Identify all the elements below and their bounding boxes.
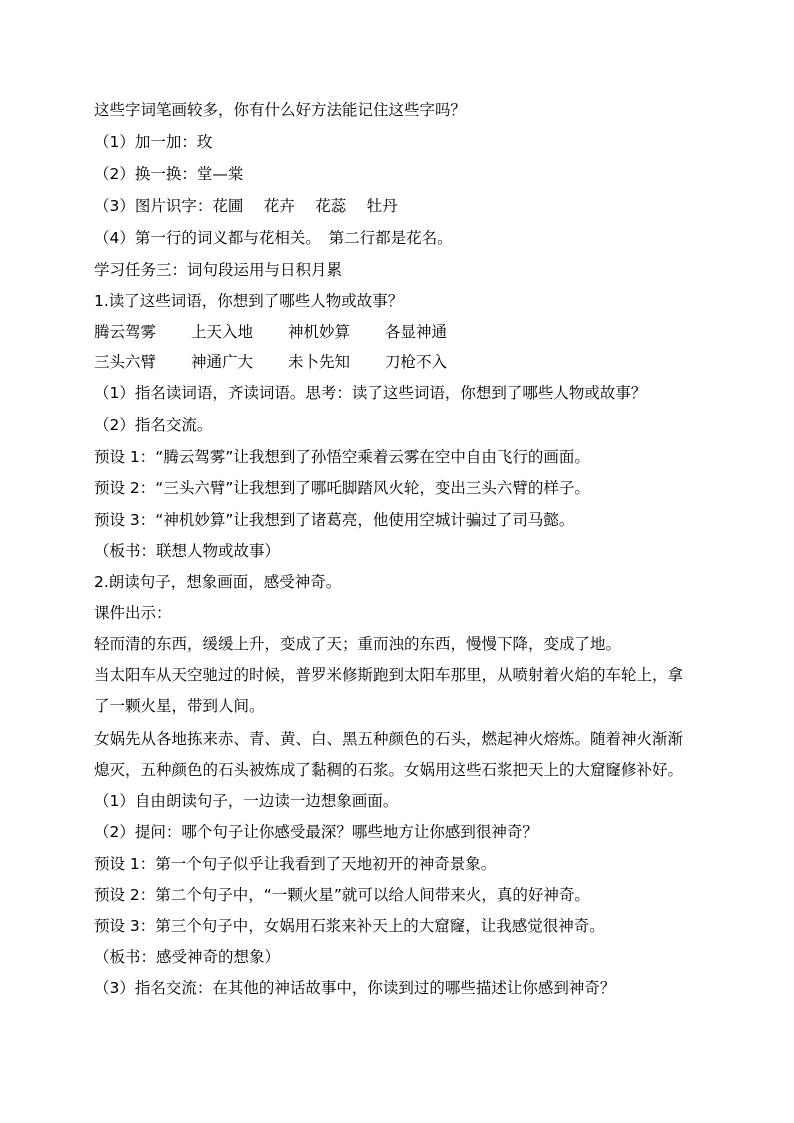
- text-line: （板书：联想人物或故事）: [94, 542, 281, 560]
- word: 刀枪不入: [385, 353, 448, 371]
- text-line: （2）提问：哪个句子让你感受最深？哪些地方让你感到很神奇？: [94, 823, 538, 841]
- text-line: 预设 2：第二个句子中，“一颗火星”就可以给人间带来火，真的好神奇。: [94, 886, 590, 904]
- word: 各显神通: [385, 323, 448, 341]
- word: 腾云驾雾: [94, 323, 157, 341]
- word-row: [94, 352, 734, 372]
- text-line: 课件出示：: [94, 604, 172, 622]
- text-line: 预设 1：“腾云驾雾”让我想到了孙悟空乘着云雾在空中自由飞行的画面。: [94, 448, 590, 466]
- text-line: （板书：感受神奇的想象）: [94, 948, 281, 966]
- section-heading: 学习任务三：词句段运用与日积月累: [94, 261, 343, 279]
- text-line: 了一颗火星，带到人间。: [94, 697, 265, 715]
- text-line: （1）指名读词语，齐读词语。思考：读了这些词语，你想到了哪些人物或故事？: [94, 384, 647, 402]
- text-line: （1）自由朗读句子，一边读一边想象画面。: [94, 792, 399, 810]
- text-line: 轻而清的东西，缓缓上升，变成了天；重而浊的东西，慢慢下降，变成了地。: [94, 635, 622, 653]
- text-line: 熄灭，五种颜色的石头被炼成了黏稠的石浆。女娲用这些石浆把天上的大窟窿修补好。: [94, 761, 684, 779]
- text-line: 预设 3：“神机妙算”让我想到了诸葛亮，他使用空城计骗过了司马懿。: [94, 511, 575, 529]
- text-line: 预设 1：第一个句子似乎让我看到了天地初开的神奇景象。: [94, 855, 497, 873]
- text-line: （1）加一加：玫: [94, 133, 213, 151]
- text-line: 这些字词笔画较多，你有什么好方法能记住这些字吗？: [94, 101, 467, 119]
- word: 神机妙算: [288, 323, 351, 341]
- text-line: 当太阳车从天空驰过的时候，普罗米修斯跑到太阳车那里，从喷射着火焰的车轮上，拿: [94, 666, 684, 684]
- text-line: （3）指名交流：在其他的神话故事中，你读到过的哪些描述让你感到神奇？: [94, 979, 616, 997]
- section-heading: 2.朗读句子，想象画面，感受神奇。: [94, 573, 342, 591]
- word: 神通广大: [191, 353, 254, 371]
- text-line: （4）第一行的词义都与花相关。 第二行都是花名。: [94, 229, 453, 247]
- text-line: 预设 2：“三头六臂”让我想到了哪吒脚踏风火轮，变出三头六臂的样子。: [94, 479, 590, 497]
- text-line: （3）图片识字：花圃 花卉 花蕊 牡丹: [94, 197, 398, 215]
- text-line: 女娲先从各地拣来赤、青、黄、白、黑五种颜色的石头，燃起神火熔炼。随着神火渐渐: [94, 730, 684, 748]
- word: 未卜先知: [288, 353, 351, 371]
- text-line: 1.读了这些词语，你想到了哪些人物或故事？: [94, 292, 404, 310]
- text-line: （2）指名交流。: [94, 416, 213, 434]
- word: 上天入地: [191, 323, 254, 341]
- text-line: 预设 3：第三个句子中，女娲用石浆来补天上的大窟窿，让我感觉很神奇。: [94, 917, 605, 935]
- word-row: [94, 322, 734, 342]
- text-line: （2）换一换：堂—棠: [94, 165, 244, 183]
- word: 三头六臂: [94, 353, 157, 371]
